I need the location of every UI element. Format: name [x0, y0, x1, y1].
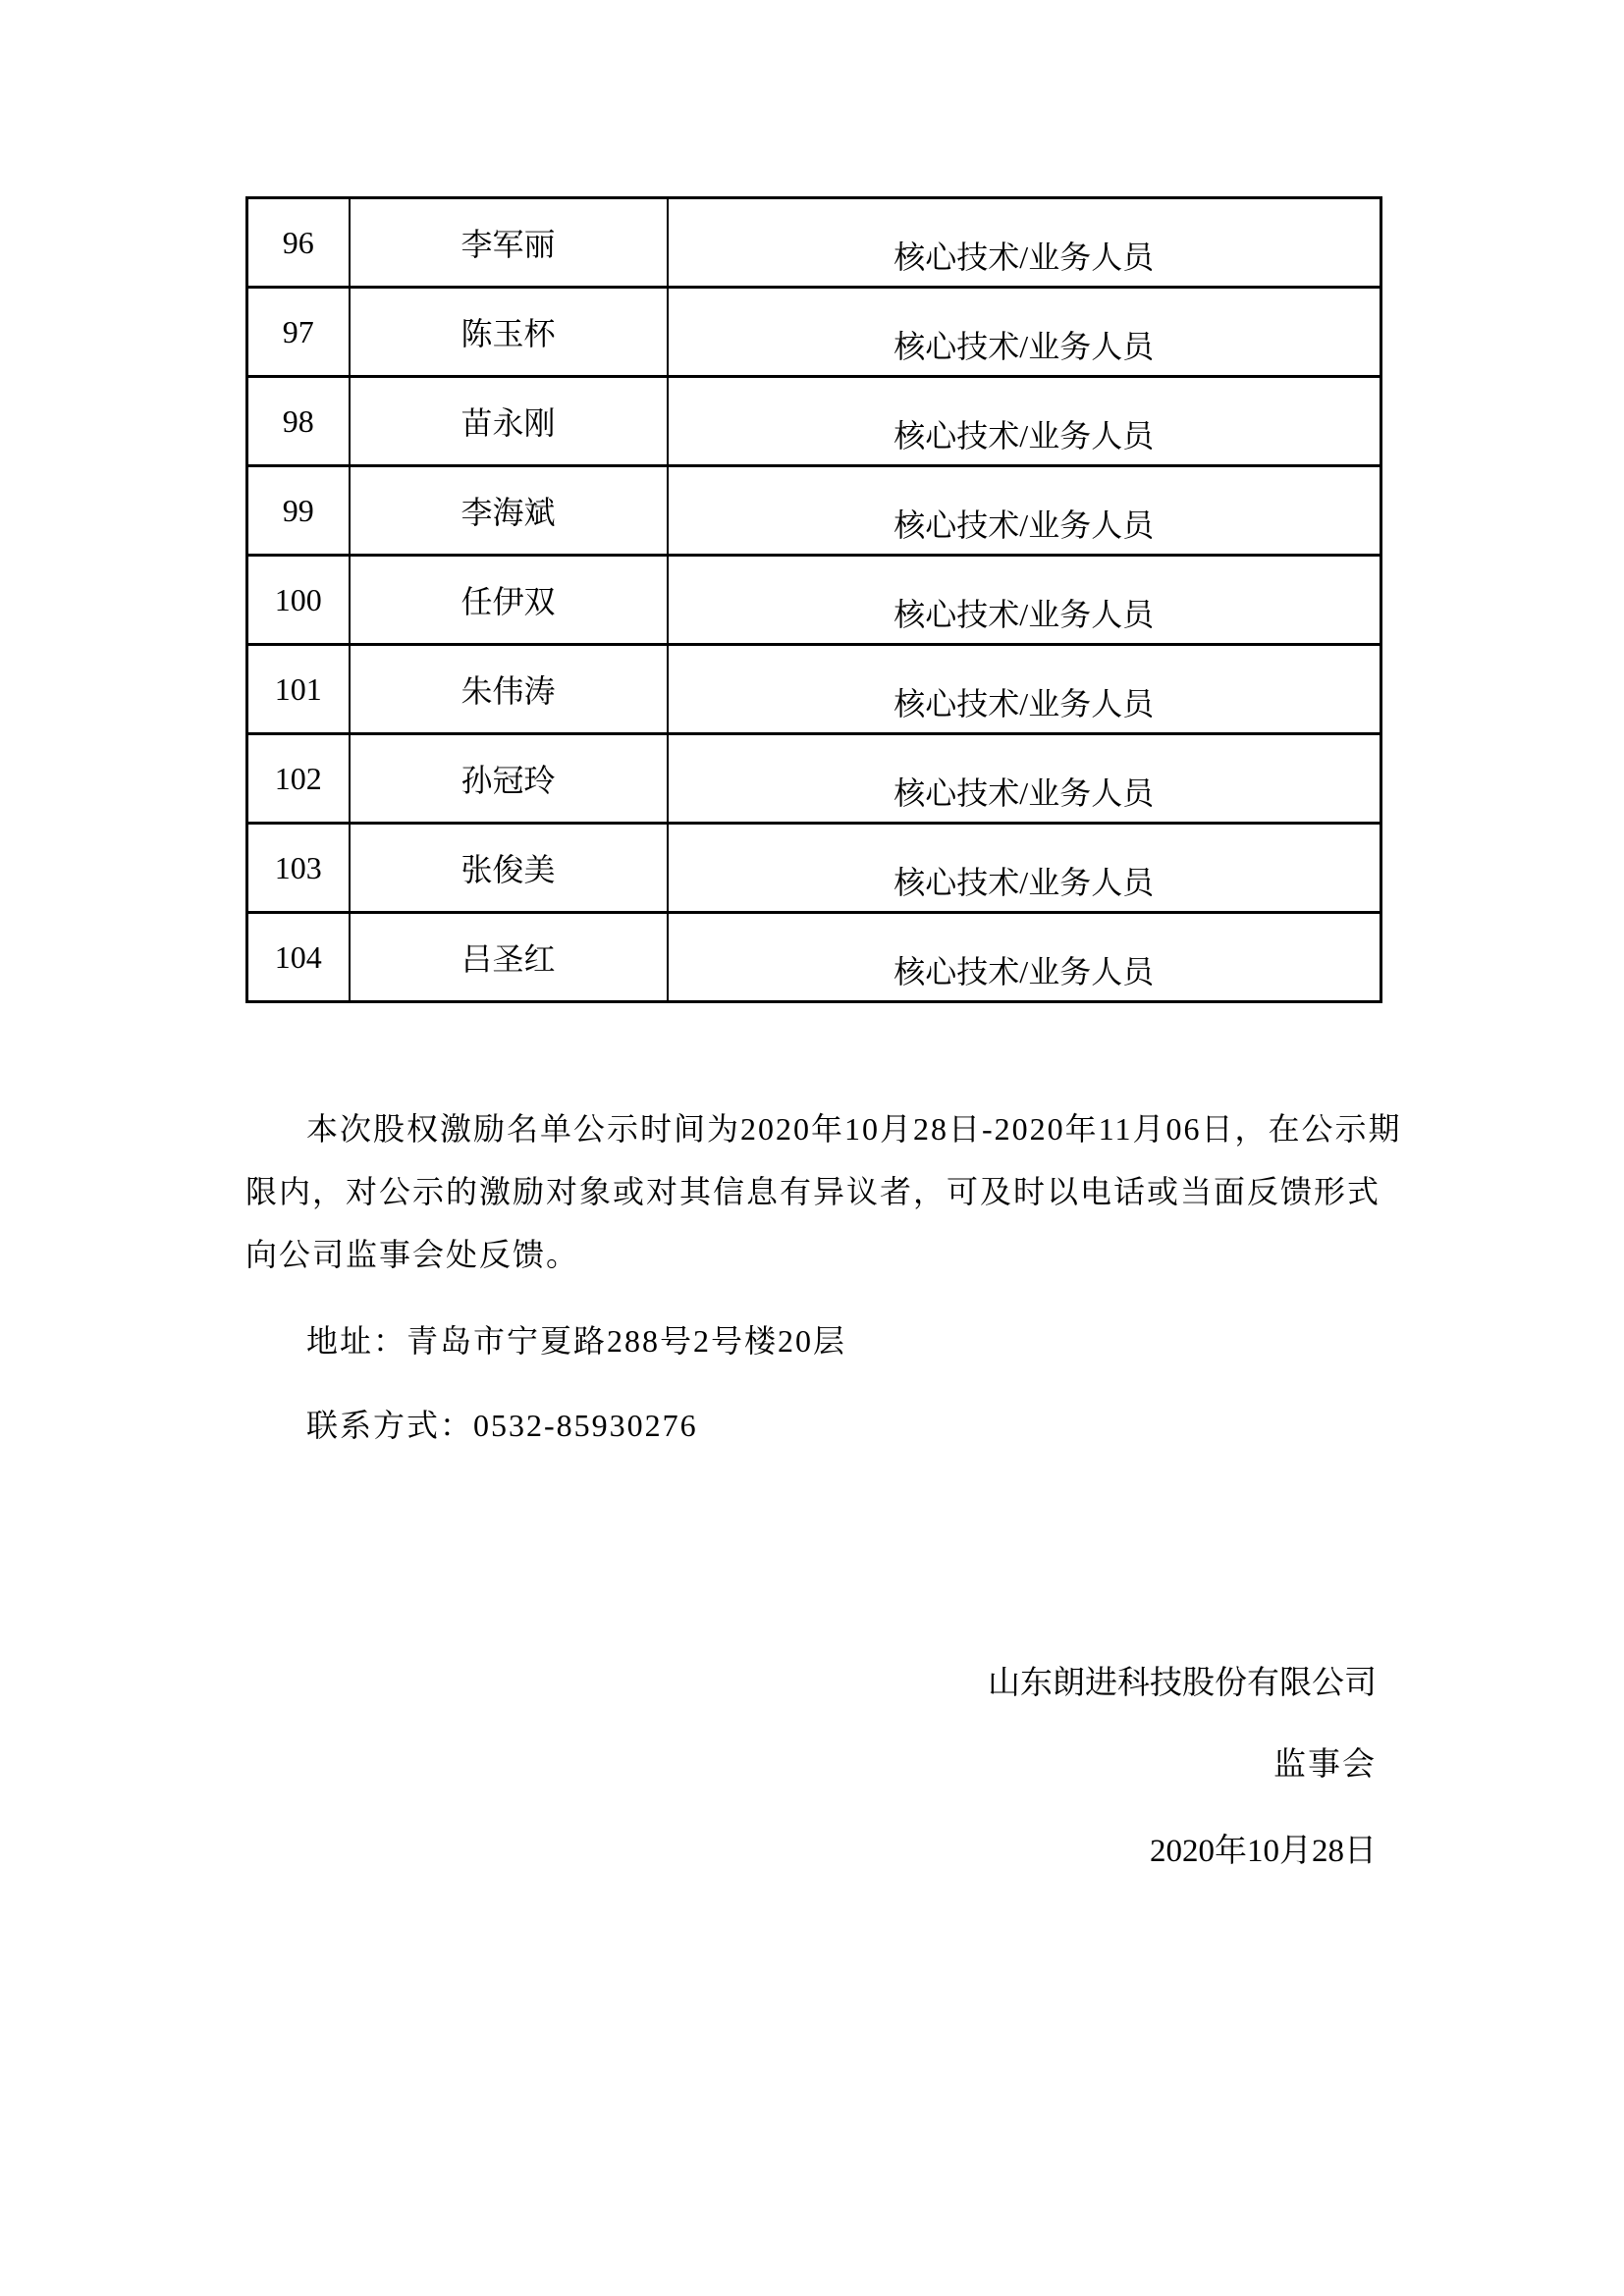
row-number-cell: 102 — [247, 734, 350, 824]
table-row — [247, 198, 1381, 288]
row-number-cell: 99 — [247, 466, 350, 556]
role-cell — [668, 198, 1381, 288]
role-text: 核心技术/业务人员 — [893, 686, 1155, 721]
role-text: 核心技术/业务人员 — [893, 418, 1155, 454]
role-cell — [668, 734, 1381, 824]
signature-company-name: 山东朗进科技股份有限公司 — [988, 1666, 1377, 1701]
row-number-cell: 104 — [247, 913, 350, 1002]
role-text: 核心技术/业务人员 — [893, 329, 1155, 364]
role-text: 核心技术/业务人员 — [893, 954, 1155, 989]
name-cell: 任伊双 — [350, 556, 668, 645]
role-cell — [668, 288, 1381, 377]
role-cell — [668, 466, 1381, 556]
table-row — [247, 645, 1381, 734]
notice-line: 向公司监事会处反馈。 — [245, 1237, 580, 1272]
signature-date: 2020年10月28日 — [1150, 1834, 1377, 1869]
name-cell: 吕圣红 — [350, 913, 668, 1002]
name-cell: 陈玉杯 — [350, 288, 668, 377]
name-cell: 苗永刚 — [350, 377, 668, 466]
company-address: 地址：青岛市宁夏路288号2号楼20层 — [306, 1323, 847, 1359]
table-row — [247, 824, 1381, 913]
table-row — [247, 734, 1381, 824]
signature-department: 监事会 — [1273, 1747, 1377, 1783]
role-cell — [668, 824, 1381, 913]
row-number-cell: 103 — [247, 824, 350, 913]
name-cell: 朱伟涛 — [350, 645, 668, 734]
role-text: 核心技术/业务人员 — [893, 507, 1155, 543]
role-cell — [668, 556, 1381, 645]
public-notice-paragraph — [245, 1097, 1402, 1286]
row-number-cell: 101 — [247, 645, 350, 734]
name-cell: 孙冠玲 — [350, 734, 668, 824]
role-cell — [668, 645, 1381, 734]
role-cell — [668, 913, 1381, 1002]
role-text: 核心技术/业务人员 — [893, 865, 1155, 900]
role-text: 核心技术/业务人员 — [893, 597, 1155, 632]
table-row — [247, 288, 1381, 377]
table-row — [247, 466, 1381, 556]
notice-line: 限内，对公示的激励对象或对其信息有异议者，可及时以电话或当面反馈形式 — [245, 1174, 1381, 1209]
table-row — [247, 913, 1381, 1002]
notice-line: 本次股权激励名单公示时间为2020年10月28日-2020年11月06日，在公示期 — [306, 1111, 1402, 1147]
role-text: 核心技术/业务人员 — [893, 775, 1155, 811]
row-number-cell: 98 — [247, 377, 350, 466]
name-cell: 张俊美 — [350, 824, 668, 913]
name-cell: 李军丽 — [350, 198, 668, 288]
contact-phone: 联系方式：0532-85930276 — [306, 1408, 698, 1443]
row-number-cell: 97 — [247, 288, 350, 377]
role-cell — [668, 377, 1381, 466]
table-row — [247, 377, 1381, 466]
role-text: 核心技术/业务人员 — [893, 240, 1155, 275]
name-cell: 李海斌 — [350, 466, 668, 556]
row-number-cell: 100 — [247, 556, 350, 645]
incentive-recipients-table — [245, 196, 1382, 1003]
table-row — [247, 556, 1381, 645]
row-number-cell: 96 — [247, 198, 350, 288]
